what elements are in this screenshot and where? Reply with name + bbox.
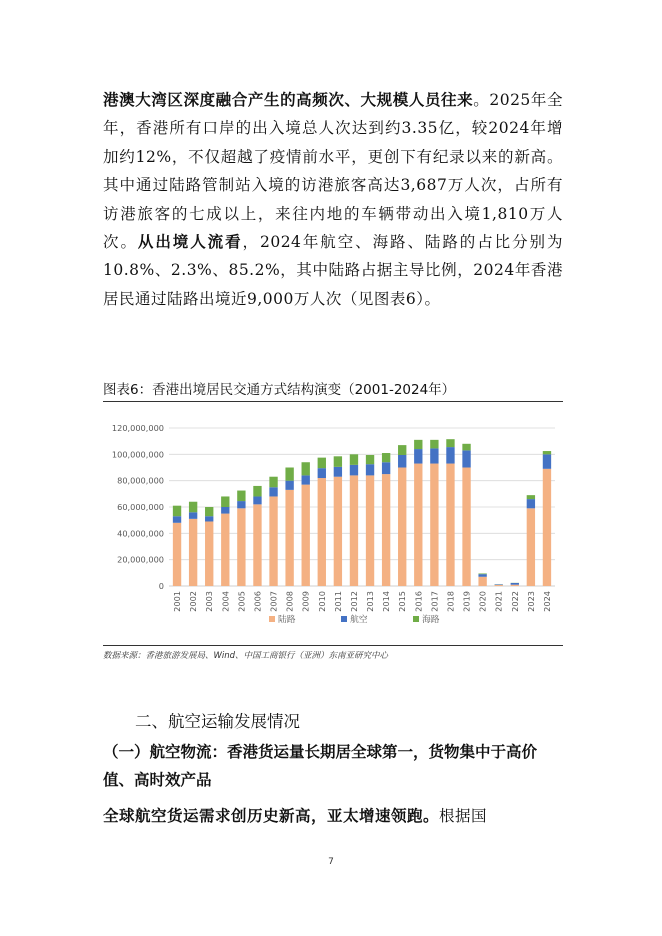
bar-2024-航空 [543, 454, 551, 468]
x-tick-label: 2018 [445, 591, 456, 612]
bar-2023-航空 [527, 499, 535, 508]
outbound-bold-lead: 从出境人流看 [137, 232, 243, 252]
bar-2010-海路 [318, 458, 326, 469]
x-tick-label: 2004 [220, 591, 231, 612]
bar-2023-海路 [527, 495, 535, 499]
chart-legend [269, 613, 440, 625]
bar-2004-航空 [221, 507, 229, 514]
bar-2020-航空 [478, 574, 486, 577]
page-number: 7 [328, 857, 334, 867]
x-tick-label: 2024 [541, 591, 552, 612]
bar-2017-航空 [430, 448, 438, 463]
legend-swatch [341, 616, 347, 622]
bar-2011-航空 [334, 467, 342, 477]
bar-2013-航空 [366, 464, 374, 475]
bar-2018-航空 [446, 447, 454, 463]
intro-paragraph [103, 86, 563, 313]
bar-2008-陆路 [285, 490, 293, 586]
x-tick-label: 2011 [332, 591, 343, 612]
bar-2024-陆路 [543, 469, 551, 586]
x-tick-label: 2019 [461, 591, 472, 612]
intro-bold-lead: 港澳大湾区深度融合产生的高频次、大规模人员往来 [103, 90, 474, 109]
bar-2002-海路 [189, 502, 197, 513]
bar-2021-陆路 [495, 585, 503, 586]
bar-2014-海路 [382, 453, 390, 462]
bar-2002-陆路 [189, 519, 197, 586]
x-tick-label: 2017 [429, 591, 440, 612]
legend-label: 海路 [422, 615, 440, 625]
bar-2014-航空 [382, 462, 390, 474]
bar-2018-陆路 [446, 464, 454, 586]
x-tick-label: 2021 [493, 591, 504, 612]
bar-2024-海路 [543, 451, 551, 454]
bar-2016-陆路 [414, 464, 422, 586]
x-tick-label: 2012 [348, 591, 359, 612]
bar-2021-航空 [495, 584, 503, 585]
bar-2010-航空 [318, 468, 326, 478]
bar-2002-航空 [189, 512, 197, 519]
bar-2018-海路 [446, 439, 454, 447]
bar-2010-陆路 [318, 478, 326, 586]
bar-2019-陆路 [462, 468, 470, 587]
y-tick-label: 80,000,000 [117, 475, 164, 486]
bar-2003-航空 [205, 516, 213, 521]
bar-2012-航空 [350, 465, 358, 476]
x-tick-label: 2014 [381, 591, 392, 612]
section-heading: 二、航空运输发展情况 [135, 712, 300, 731]
bar-2012-海路 [350, 454, 358, 465]
x-tick-label: 2020 [477, 591, 488, 612]
bar-2012-陆路 [350, 475, 358, 586]
bar-2011-海路 [334, 456, 342, 467]
bar-2007-陆路 [269, 496, 277, 586]
bar-2019-航空 [462, 450, 470, 467]
bar-2006-陆路 [253, 504, 261, 586]
y-tick-label: 20,000,000 [117, 554, 164, 565]
figure-bottom-rule [103, 645, 563, 646]
y-tick-label: 120,000,000 [111, 423, 164, 433]
bar-2007-海路 [269, 477, 277, 488]
y-tick-label: 100,000,000 [111, 449, 164, 460]
bar-2017-海路 [430, 440, 438, 449]
y-tick-label: 60,000,000 [117, 502, 164, 512]
legend-swatch [413, 616, 419, 622]
bar-2014-陆路 [382, 474, 390, 586]
bar-2003-陆路 [205, 521, 213, 586]
bar-2011-陆路 [334, 477, 342, 586]
intro-text: 。2025年全年，香港所有口岸的出入境总人次达到约3.35亿，较2024年增加约12%，不仅超越了疫情前水平，更创下有纪录以来的新高。其中通过陆路管制站入境的访港旅客高达3,687万人次，占所有访港旅客的七成以上，来往内地的车辆带动出入境1,810万人次。 [103, 91, 563, 252]
bar-2009-海路 [302, 462, 310, 475]
bar-2004-海路 [221, 496, 229, 507]
figure-top-rule [103, 401, 563, 402]
x-tick-label: 2009 [300, 591, 311, 612]
bar-2015-陆路 [398, 468, 406, 587]
bar-2001-陆路 [173, 523, 181, 586]
bar-2001-海路 [173, 506, 181, 517]
bar-2005-海路 [237, 491, 245, 502]
x-tick-label: 2007 [268, 591, 279, 612]
y-axis-tick-labels [112, 423, 164, 591]
bar-2015-海路 [398, 445, 406, 455]
bar-2004-陆路 [221, 514, 229, 586]
bar-2008-航空 [285, 481, 293, 490]
bar-2001-航空 [173, 516, 181, 523]
bar-2017-陆路 [430, 464, 438, 586]
bar-2016-海路 [414, 440, 422, 449]
chart-bars [173, 439, 551, 586]
bar-2009-航空 [302, 475, 310, 484]
bar-2023-陆路 [527, 508, 535, 586]
bar-2019-海路 [462, 444, 470, 451]
bar-2013-陆路 [366, 475, 374, 586]
bar-2009-陆路 [302, 485, 310, 586]
x-tick-label: 2013 [365, 591, 376, 612]
x-tick-label: 2008 [284, 591, 295, 612]
x-axis-tick-labels [172, 591, 552, 612]
y-tick-label: 0 [158, 581, 164, 591]
air-cargo-paragraph [103, 802, 563, 830]
x-tick-label: 2023 [525, 591, 536, 612]
bar-2006-航空 [253, 496, 261, 504]
x-tick-label: 2016 [413, 591, 424, 612]
bar-2013-海路 [366, 455, 374, 464]
bar-2003-海路 [205, 507, 213, 516]
bar-2016-航空 [414, 449, 422, 463]
bar-2020-陆路 [478, 577, 486, 586]
figure-title: 图表6：香港出境居民交通方式结构演变（2001-2024年） [103, 382, 456, 398]
figure-source: 数据来源：香港旅游发展局、Wind、中国工商银行（亚洲）东南亚研究中心 [103, 651, 389, 661]
air-cargo-text: 根据国 [439, 807, 488, 825]
legend-swatch [269, 616, 275, 622]
x-tick-label: 2022 [509, 591, 520, 612]
x-tick-label: 2015 [397, 591, 408, 612]
stacked-bar-chart [103, 408, 563, 642]
bar-2007-航空 [269, 487, 277, 496]
subsection-heading: （一）航空物流：香港货运量长期居全球第一，货物集中于高价值、高时效产品 [103, 743, 538, 790]
legend-label: 航空 [350, 615, 368, 625]
bar-2015-航空 [398, 455, 406, 468]
x-tick-label: 2006 [252, 591, 263, 612]
x-tick-label: 2001 [172, 591, 183, 612]
x-tick-label: 2010 [316, 591, 327, 612]
bar-2005-陆路 [237, 508, 245, 586]
bar-2008-海路 [285, 468, 293, 481]
x-tick-label: 2003 [204, 591, 215, 612]
x-tick-label: 2005 [236, 591, 247, 612]
legend-label: 陆路 [278, 615, 296, 625]
bar-2005-航空 [237, 501, 245, 508]
bar-2006-海路 [253, 486, 261, 497]
x-tick-label: 2002 [188, 591, 199, 612]
bar-2022-陆路 [511, 585, 519, 586]
bar-2020-海路 [478, 573, 486, 574]
y-tick-label: 40,000,000 [117, 528, 164, 539]
outbound-text: ，2024年航空、海路、陆路的占比分别为10.8%、2.3%、85.2%，其中陆路占据主导比例，2024年香港居民通过陆路出境近9,000万人次（见图表6）。 [103, 233, 563, 308]
air-cargo-bold-lead: 全球航空货运需求创历史新高，亚太增速领跑。 [103, 807, 440, 825]
bar-2022-航空 [511, 583, 519, 585]
